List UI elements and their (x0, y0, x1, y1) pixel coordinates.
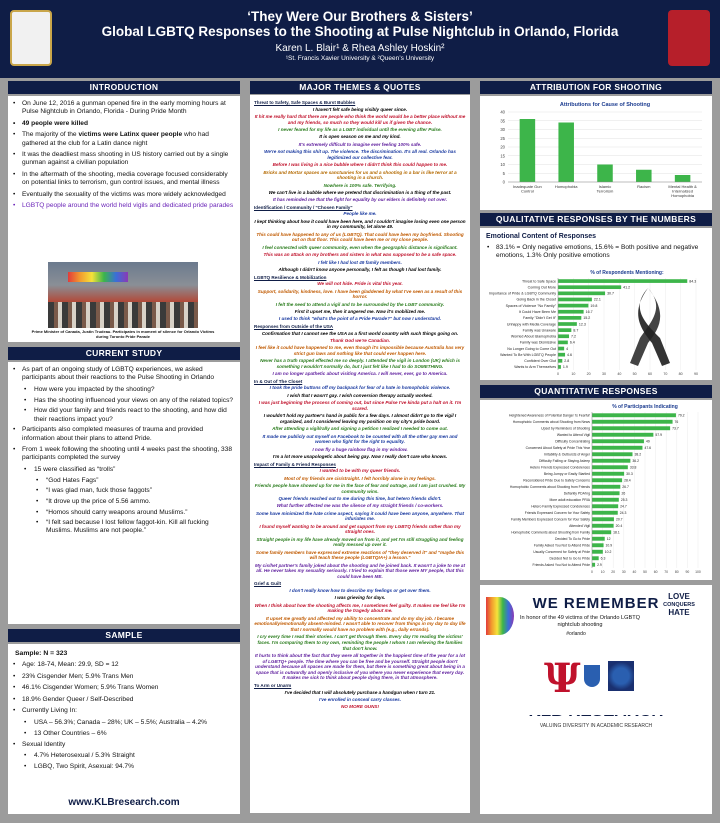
y-tick-label: 20 (500, 144, 505, 150)
bar (592, 543, 604, 547)
theme-quote: People like me. (343, 211, 377, 217)
study-question: • How were you impacted by the shooting? (12, 386, 236, 394)
theme-quote: Support, solidarity, kindness, love. I have been gladdened by what I've seen as a result of this horror. (257, 288, 463, 300)
theme-quote: I feel like it could have happened to me, even though it's impossible because Australia has very strict gun laws and nothing like that could ever happen here. (255, 345, 465, 356)
theme-quote: After attending a vigil/rally and signing a petition I realized I needed to come out. (272, 426, 448, 432)
we-remember-panel (480, 585, 712, 814)
theme-quote: I never feared for my life as a LGBT individual until the evening after Pulse. (278, 126, 442, 132)
theme-quote: I felt like I had lost 49 family members. (318, 259, 402, 265)
category-label: Homophobic Comments about Shooting from Family (511, 530, 590, 535)
section-introduction: INTRODUCTION (8, 81, 240, 94)
troll-quote: • “It drove up the price of 5.56 ammo. (12, 498, 236, 506)
bar (592, 433, 653, 437)
theme-quote: I cry every time I read their stories. I can't get through them. Every day I'm reading the victims' faces. I'm comparing them to my own, reminding the people I whom I am relieving the families that don't know. (257, 634, 463, 651)
category-label: Wanted To Be With LGBTQ People (500, 352, 556, 357)
category-label: It Could Have Been Me (518, 309, 556, 314)
bar (558, 353, 565, 357)
theme-quote: I found myself wanting to be around and get support from my LGBTQ friends rather than my straight ones. (259, 523, 461, 535)
photo-caption: Prime Minister of Canada, Justin Trudeau. Participates in moment of silence for Orlando Victims during Toronto Pride Parade (31, 329, 215, 339)
data-label: 22.1 (593, 297, 601, 302)
data-label: 16.7 (585, 309, 593, 314)
bar (558, 304, 588, 308)
we-remember-tag: #orlando (566, 631, 586, 637)
category-label: Decided Not to Go to Pride (549, 556, 590, 561)
psi-icon: Ψ (544, 655, 581, 702)
category-label: Homophobic Comments about Shooting from News (512, 419, 590, 424)
x-tick-label: 80 (678, 372, 683, 376)
data-label: 47.6 (644, 445, 652, 450)
theme-quote: Thank God we're Canadian. (329, 337, 391, 343)
theme-quote: I kept thinking about how it could have been here, and I couldn't imagine losing even one person in my community, let alone 49. (254, 218, 466, 230)
bar (592, 420, 673, 424)
x-tick-label: 70 (664, 570, 669, 574)
chart-title: % of Respondents Mentioning: (590, 270, 664, 276)
sample-size: Sample: N = 323 (15, 650, 68, 657)
theme-quote: We're not making this shit up. The violence. The discrimination. It's all real. Orlando has legitimized our collective fear. (264, 149, 456, 160)
data-label: 10.9 (605, 543, 613, 548)
y-tick-label: 40 (500, 109, 505, 115)
bar (592, 426, 670, 430)
sample-sub: • USA – 56.3%; Canada – 28%; UK – 5.5%; Australia – 4.2% (12, 719, 236, 727)
bar (592, 550, 603, 554)
poster-title-line2: Global LGBTQ Responses to the Shooting at Pulse Nightclub in Orlando, Florida (101, 24, 619, 39)
category-label: Importance of Pride & LGBTQ Community (488, 291, 556, 296)
data-label: 8.7 (573, 328, 579, 333)
y-tick-label: 0 (502, 179, 505, 185)
x-tick-label: 90 (685, 570, 690, 574)
category-label: No Longer Going to Come Out (507, 346, 556, 351)
x-tick-label: Mental Health & Internalized Homophobia (668, 184, 697, 198)
theme-quote: First it upset me, then it angered me. Now it's mobilized me. (294, 308, 426, 314)
theme-quote: NO MORE GUNS! (340, 704, 380, 710)
data-label: 30.3 (626, 471, 633, 476)
x-tick-label: Inadequate Gun Control (513, 184, 542, 194)
x-tick-label: Racism (637, 184, 651, 189)
x-tick-label: 40 (632, 570, 637, 574)
attribution-chart (480, 96, 712, 210)
bar (592, 537, 605, 541)
data-label: 24.3 (619, 510, 627, 515)
intro-bullet: • It was the deadliest mass shooting in US history carried out by a single gunman against a civilian population (12, 151, 236, 167)
y-tick-label: 10 (500, 162, 505, 167)
data-label: 4.6 (567, 352, 573, 357)
y-tick-label: 5 (502, 170, 505, 176)
section-quantitative: QUANTITATIVE RESPONSES (480, 385, 712, 398)
chart-title: % of Participants Indicating (612, 404, 678, 410)
theme-quote: I am no longer apathetic about visiting America. I will never, ever, go to America. (272, 371, 448, 377)
globe-icon (608, 661, 634, 691)
bar (592, 465, 628, 469)
website-url: www.KLBresearch.com (68, 797, 180, 808)
category-label: Attended Vigil (569, 523, 590, 528)
theme-quote: It hurts to think about the fact that they were all together in the happiest time of the year for a lot of LGBTQ+ people. The time where you can be free and be yourself. Straight people don't understand because all spaces are made for them, but there is something great about being in a space that is outwardly and openly inclusive of you where you never experience that every day. It makes me sick to think about people dying there, in that atmosphere. (254, 652, 466, 681)
bar (597, 165, 613, 183)
klb-subtitle: VALUING DIVERSITY IN ACADEMIC RESEARCH (539, 723, 653, 729)
category-label: Spaces of Violence "No Family" (505, 303, 556, 308)
category-label: Reconsidered Pride Due to Safety Concerns (523, 478, 590, 483)
intro-bullet: • In the aftermath of the shooting, media coverage focused considerably on potential links to terrorism, gun control issues, and mental illness (12, 171, 236, 187)
x-tick-label: 30 (621, 570, 626, 574)
bar (592, 446, 642, 450)
mentioning-chart (480, 268, 712, 380)
study-bullet: • From 1 week following the shooting until 4 weeks past the shooting, 338 participants completed the survey (12, 446, 236, 462)
attribution-panel (480, 96, 712, 210)
we-remember-title: WE REMEMBER (532, 595, 660, 612)
x-tick-label: 70 (663, 372, 668, 376)
affiliations: ¹St. Francis Xavier University & ²Queen’s University (285, 55, 435, 62)
data-label: 10.2 (604, 549, 612, 554)
study-trolls: • 15 were classified as “trolls” (12, 466, 236, 474)
x-tick-label: 10 (600, 570, 605, 574)
category-label: Being Jumpy or Easily Startled (543, 471, 590, 476)
themes-panel (250, 95, 470, 813)
bar (592, 485, 620, 489)
bar (592, 459, 630, 463)
theme-quote: Nowhere is 100% safe. Terrifying. (323, 182, 397, 188)
theme-quote: It upset me greatly and affected my ability to concentrate and do my day job. I became emotionally/emotionally absent-minded. I wasn't able to recover from things in my day to day life that I normally would have no problem with (e.g., daily errands). (254, 615, 466, 632)
theme-quote: We can't live in a bubble where we pretend that discrimination is a thing of the past. (268, 189, 452, 195)
bar (592, 524, 614, 528)
theme-heading: LGBTQ Resilience & Mobilization (254, 274, 327, 280)
poster-title-line1: ‘They Were Our Brothers & Sisters’ (247, 9, 473, 24)
category-label: Defiantly PDA'ing (563, 491, 590, 496)
theme-quote: Straight people in my life have already moved on from it, and yet I'm still struggling and feeling really messed up over it. (256, 536, 464, 548)
bar (592, 556, 599, 560)
bar (592, 530, 611, 534)
x-tick-label: 20 (586, 372, 591, 376)
sample-sub: • 4.7% Heterosexual / 5.3% Straight (12, 752, 236, 760)
data-label: 84.3 (689, 279, 697, 284)
theme-quote: This was an attack on my brothers and sisters in what was supposed to be a safe space. (263, 252, 457, 258)
category-label: Worried About Islamophobia (510, 334, 556, 339)
data-label: 73.7 (672, 426, 679, 431)
sample-panel (8, 644, 240, 814)
theme-quote: What further affected me was the silence of my straight friends / co-workers. (276, 503, 444, 509)
x-tick-label: 60 (648, 372, 652, 376)
bar (592, 472, 624, 476)
section-themes: MAJOR THEMES & QUOTES (250, 81, 470, 94)
x-tick-label: 40 (617, 372, 622, 376)
bar (592, 439, 644, 443)
x-tick-label: 20 (611, 570, 616, 574)
bar (592, 452, 632, 456)
bar (558, 310, 584, 314)
x-tick-label: Homophobia (554, 184, 578, 189)
bar (558, 316, 581, 320)
theme-quote: This could have happened to any of us (LGBTQ). That could have been my boyfriend. Shooting out on that floor. This could have been me or my close people. (256, 231, 464, 243)
category-label: More adult education PRIA (549, 497, 590, 502)
category-label: Friends Expressed Concern for Your Safety (524, 510, 590, 515)
theme-quote: Queer friends reached out to me during this time, but hetero friends didn't. (278, 495, 442, 501)
data-label: 2.9 (597, 562, 602, 567)
category-label: Unhappy with Media Coverage (506, 322, 556, 327)
theme-quote: Never has a truth rapped effected me so deeply. I attended the vigil in London (UK) which is something I wouldn't normally do, but I just felt like I had to do SOMETHING. (260, 358, 460, 369)
category-label: Concerned About Safety at Pride This Year (525, 445, 590, 450)
theme-quote: I'm a lot more unapologetic about being gay. Now I really don't care who knows. (272, 453, 448, 459)
theme-quote: It has reminded me that the fight for equality by our elders is definitely not over. (272, 197, 448, 203)
data-label: 49 (645, 439, 650, 444)
data-label: 36.2 (632, 458, 639, 463)
x-tick-label: 90 (694, 372, 698, 376)
theme-quote: When I think about how the shooting affects me, I sometimes feel guilty. It makes me feel like I'm making the tragedy about me. (254, 602, 466, 614)
data-label: 33.8 (629, 465, 637, 470)
x-tick-label: 80 (674, 570, 679, 574)
intro-bullet: • Eventually the sexuality of the victims was more widely acknowledged (12, 191, 236, 199)
bar (558, 341, 568, 345)
theme-quote: Bricks and Mortar spaces are sanctuaries for us and a shooting in a bar is like terror at a shooting in a church. (263, 169, 457, 181)
theme-quote: Friends people have showed up for me in the face of fear and outrage, and I am just crushed. My community wins. (254, 482, 466, 494)
theme-heading: Responses from Outside of the USA (254, 323, 334, 329)
data-label: 12.3 (578, 322, 586, 327)
study-bullet: • Participants also completed measures of trauma and provided information about their plans to attend Pride. (12, 426, 236, 442)
bar (558, 279, 687, 283)
data-label: 41.2 (623, 285, 631, 290)
data-label: 18.1 (613, 530, 620, 535)
data-label: 6.3 (600, 556, 606, 561)
data-label: 20.4 (615, 523, 623, 528)
qual-heading: Emotional Content of Responses (486, 233, 597, 240)
bar (558, 298, 592, 302)
troll-quote: • “I felt sad because I lost fellow faggot-kin. Kill all fucking Muslims. Muslims are not people.” (12, 519, 236, 535)
theme-quote: It's extremely difficult to imagine ever feeling 100% safe. (298, 141, 422, 147)
category-label: Coming Out More (527, 285, 556, 290)
y-tick-label: 30 (500, 127, 505, 132)
category-label: Family Members Expressed Concern for Your Safety (511, 517, 590, 522)
authors: Karen L. Blair¹ & Rhea Ashley Hoskin² (275, 43, 445, 54)
x-tick-label: 10 (571, 372, 576, 376)
bar (558, 291, 605, 295)
bar (558, 123, 574, 183)
theme-quote: Before I was living in a nice bubble where I didn't think this could happen to me. (272, 162, 448, 168)
theme-quote: I feel connected with queer community, even when the geographic distance is significant. (262, 244, 458, 250)
x-tick-label: 100 (695, 570, 701, 574)
theme-quote: Most of my friends are cis/straight. I felt horribly alone in my feelings. (284, 475, 436, 481)
category-label: Family was Unaware (522, 328, 556, 333)
bar (592, 504, 618, 508)
y-tick-label: 15 (500, 153, 505, 159)
bar (592, 511, 618, 515)
section-current-study: CURRENT STUDY (8, 347, 240, 360)
category-label: Family was Dismissive (519, 340, 556, 345)
data-label: 26.7 (622, 484, 629, 489)
bar (558, 334, 569, 338)
intro-bullet: • 49 people were killed (12, 120, 236, 128)
data-label: 12 (606, 536, 611, 541)
introduction-panel (8, 96, 240, 342)
data-label: 1.9 (562, 365, 568, 370)
category-label: Heightened Awareness of Potential Danger 'is Fearful' (509, 413, 590, 418)
bar (558, 328, 571, 332)
troll-quote: • “Homos should carry weapons around Muslims.” (12, 509, 236, 517)
category-label: Difficulty Concentrating (555, 439, 590, 444)
category-label: Difficulty Falling or Staying Asleep (538, 458, 590, 463)
x-tick-label: 0 (591, 570, 593, 574)
theme-quote: I felt the need to attend a vigil and to be surrounded by the LGBT community. (275, 301, 445, 307)
bar (592, 491, 620, 495)
category-label: Threat to Safe Space (522, 279, 556, 284)
sample-bullet: • 23% Cisgender Men; 5.9% Trans Men (12, 673, 236, 681)
data-label: 57.9 (655, 432, 662, 437)
data-label: 79.2 (677, 413, 685, 418)
bar (592, 517, 614, 521)
study-question: • Has the shooting influenced your views on any of the related topics? (12, 397, 236, 405)
category-label: Irritability & Outbursts of Anger (544, 452, 590, 457)
theme-heading: Impact of Family & Friend Responses (254, 461, 336, 467)
theme-quote: We will not hide. Pride is vital this year. (317, 281, 403, 287)
theme-heading: In & Out of The Closet (254, 378, 303, 384)
data-label: 7.2 (571, 334, 577, 339)
chart-title: Attributions for Cause of Shooting (559, 102, 651, 108)
category-label: Hetero Family Expressed Condolences (531, 504, 590, 509)
x-tick-label: 50 (643, 570, 647, 574)
data-label: 15.2 (583, 316, 591, 321)
bar (558, 359, 562, 363)
section-attribution: ATTRIBUTION FOR SHOOTING (480, 81, 712, 94)
intro-bullet: • The majority of the victims were Latinx queer people who had gathered at the club for a Latin dance night (12, 131, 236, 147)
section-qualitative: QUALITATIVE RESPONSES BY THE NUMBERS (480, 213, 712, 226)
study-question: • How did your family and friends react to the shooting, and how did their reactions impact you? (12, 407, 236, 423)
data-label: 38.2 (634, 452, 642, 457)
theme-quote: I was just beginning the process of coming out, but since Pulse I've kinda put a halt on it. I'm scared. (258, 400, 462, 411)
x-tick-label: 60 (653, 570, 658, 574)
category-label: Hetero Friends Expressed Condolences (529, 465, 590, 470)
troll-quote: • “God Hates Fags” (12, 477, 236, 485)
data-label: 2.8 (564, 359, 570, 364)
theme-quote: I wanted to be with my queer friends. (319, 468, 401, 474)
theme-heading: Threat to Safety, Safe Spaces & Burst Bubbles (254, 100, 356, 105)
bar (558, 347, 564, 351)
x-tick-label: 0 (557, 372, 559, 376)
theme-quote: I don't really know how to describe my feelings or get over them. (289, 588, 431, 594)
section-sample: SAMPLE (8, 629, 240, 642)
theme-quote: Confirmation that I cannot see the USA as a first world country with such things going on. (261, 330, 459, 336)
data-label: 28.4 (624, 478, 631, 483)
theme-quote: I haven't felt safe being visibly queer since. (312, 106, 408, 112)
troll-quote: • “I was glad man, fuck those faggots” (12, 487, 236, 495)
category-label: Confident Over Glut (524, 359, 556, 364)
theme-quote: I've enrolled in conceal carry classes. (318, 696, 402, 702)
intro-bullet: • LGBTQ people around the world held vigils and dedicated pride parades (12, 202, 236, 210)
data-label: 24.7 (620, 504, 627, 509)
qual-bullet: • 83.1% = Only negative emotions, 15.6% = Both positive and negative emotions, 1.3% Only positive emotions (486, 244, 706, 260)
data-label: 76 (674, 419, 679, 424)
theme-quote: I took the pride buttons off my backpack for fear of a hate in homophobic violence. (269, 385, 451, 391)
study-bullet: • As part of an ongoing study of LGBTQ experiences, we asked participants about their reactions to the Pulse Shooting in Orlando (12, 366, 236, 382)
data-label: 4 (566, 346, 569, 351)
category-label: Homophobic Comments about Shooting from Friends (509, 484, 590, 489)
data-label: 26 (621, 491, 626, 496)
theme-quote: Some have minimized the hate crime aspect, saying it could have been anyone, anywhere. That infuriates me. (255, 510, 465, 522)
quantitative-panel (480, 400, 712, 580)
sample-bullet: • 18.9% Gender Queer / Self-Described (12, 696, 236, 704)
data-label: 25.3 (620, 497, 628, 502)
data-label: 30.7 (607, 291, 615, 296)
theme-quote: My cis/het partner's family joked about the shooting and he joined back. It wasn't a joke to me at all. He never takes my sexuality seriously. I tried to explain that those were MY people, that this could have been ME. (255, 562, 465, 579)
partner-logo (668, 10, 710, 66)
data-label: 19.8 (590, 303, 598, 308)
theme-quote: I was grieving for days. (334, 595, 386, 601)
category-label: Wanted to Attend Vigil (556, 432, 590, 437)
bar (558, 285, 621, 289)
x-tick-label: Islamic Terrorism (596, 184, 614, 194)
y-tick-label: 25 (500, 135, 505, 141)
bar (592, 413, 676, 417)
category-label: Family "Didn't Get It" (523, 316, 556, 321)
theme-quote: I wish that I wasn't gay. I wish conversion therapy actually worked. (287, 392, 433, 398)
category-label: Decided To Go to Pride (555, 536, 590, 541)
bar (636, 170, 652, 182)
bar (592, 563, 595, 567)
we-remember-sub: In honor of the 49 victims of the Orlando LGBTQ nightclub shooting (520, 615, 641, 628)
bar (520, 119, 536, 182)
intro-bullet: • On June 12, 2016 a gunman opened fire in the early morning hours at Pulse Nightclub in Orlando, Florida - During Pride Month (12, 100, 236, 116)
indicating-chart (480, 400, 712, 580)
theme-quote: I've decided that I will absolutely purchase a handgun when I turn 21. (284, 689, 436, 695)
rainbow-heart-icon (486, 597, 514, 635)
bar (558, 365, 561, 369)
theme-heading: Grief & Guilt (254, 581, 282, 587)
category-label: Family Asked You Not to Attend Pride (533, 543, 590, 548)
theme-quote: It is open season on me and my kind. (319, 134, 401, 140)
love-conquers-hate-logo: LOVE CONQUERS HATE (663, 592, 695, 617)
bar (592, 478, 622, 482)
university-logo (10, 10, 52, 66)
category-label: Friends Asked You Not to Attend Pride (532, 562, 590, 567)
theme-quote: Although I didn't know anyone personally, I felt as though I had lost family. (278, 267, 442, 272)
theme-quote: I now fly a huge rainbow flag in my window. (312, 446, 408, 452)
theme-heading: Identification / Community / "Chosen Family" (254, 204, 353, 210)
sample-bullet: • 46.1% Cisgender Women; 5.9% Trans Women (12, 684, 236, 692)
theme-heading: To Arm or Unarm (254, 682, 292, 688)
data-label: 20.7 (615, 517, 623, 522)
theme-quote: It hit me really hard that there are people who think the world would be a better place without me and my friends, so much so they would kill us if given the chance. (254, 113, 466, 125)
current-study-panel (8, 362, 240, 624)
klb-logo (526, 655, 666, 715)
bar (558, 322, 577, 326)
x-tick-label: 30 (602, 372, 606, 376)
theme-quote: It made me publicly out myself on Facebook to be counted with all the other gay men and women who fight for the right to equality. (262, 433, 458, 445)
category-label: Usually Concerned for Safety at Pride (533, 549, 590, 554)
theme-quote: I wouldn't hold my partner's hand in public for a few days. I almost didn't go to the vigil I organized, and I considered leaving my position on my city's pride board. (263, 413, 457, 424)
sample-bullet: • Sexual Identity (12, 741, 236, 749)
category-label: Going Back in the Closet (516, 297, 556, 302)
pride-parade-photo (48, 262, 198, 328)
theme-quote: I used to think "what's the point of a Pride Parade?" but now I understand. (278, 316, 442, 322)
x-tick-label: 50 (632, 372, 637, 376)
sample-bullet: • Age: 18-74, Mean: 29.9, SD = 12 (12, 661, 236, 669)
bar (675, 175, 691, 182)
shield-icon (584, 665, 600, 687)
sample-sub: • LGBQ, Two Spirit, Asexual: 94.7% (12, 763, 236, 771)
data-label: 6.4 (569, 340, 575, 345)
category-label: Upset by Reminders of Shooting (541, 426, 590, 431)
qualitative-panel (480, 228, 712, 380)
y-tick-label: 35 (500, 118, 505, 124)
poster-header (0, 0, 720, 78)
sample-sub: • 13 Other Countries – 6% (12, 730, 236, 738)
category-label: Wants to Arm Themselves (514, 365, 556, 370)
bar (592, 498, 619, 502)
theme-quote: Some family members have expressed extreme reactions of "they deserved it" and "maybe this will teach these people (LGBTQIA+) a lesson." (255, 549, 465, 561)
sample-bullet: • Currently Living In: (12, 707, 236, 715)
